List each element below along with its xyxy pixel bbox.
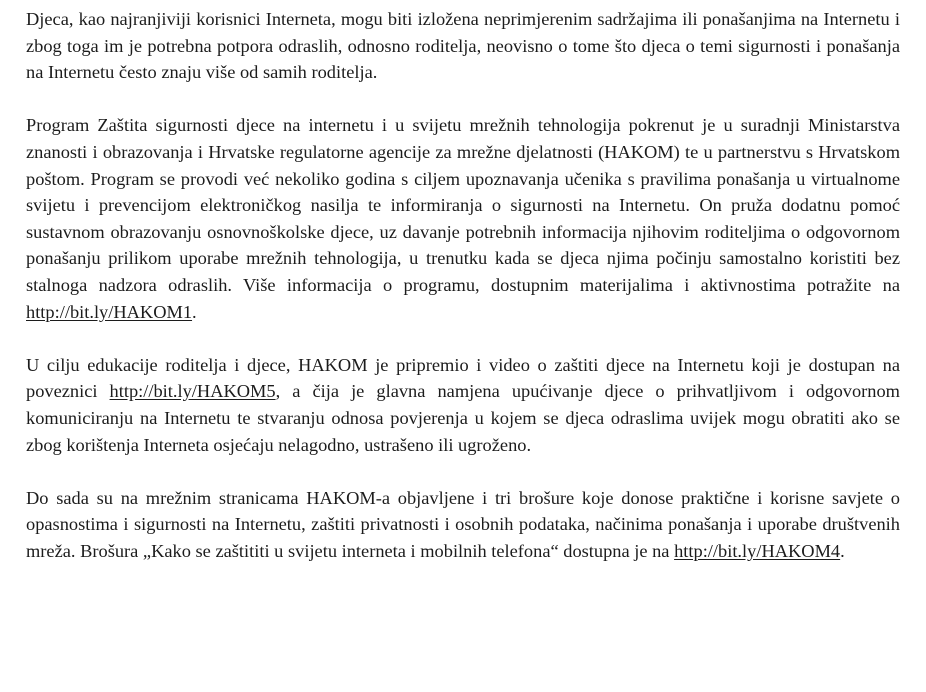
paragraph-program-end: . [192, 301, 197, 322]
paragraph-brochures [26, 485, 900, 565]
hakom1-link[interactable]: http://bit.ly/HAKOM1 [26, 301, 193, 322]
paragraph-video [26, 352, 900, 458]
hakom4-link[interactable]: http://bit.ly/HAKOM4 [674, 540, 841, 561]
paragraph-video-end: , a čija je glavna namjena upućivanje djece o prihvatljivom i odgovornom komuniciranju na Internetu te stvaranju odnosa povjerenja u kojem se djeca odraslima uvijek mogu obratiti ako se zbog korištenja Interneta osjećaju nelagodno, ustrašeno ili ugroženo. [26, 381, 900, 455]
paragraph-video-text: U cilju edukacije roditelja i djece, HAKOM je pripremio i video o zaštiti djece na Internetu koji je dostupan na poveznici [26, 354, 900, 402]
paragraph-intro [26, 6, 900, 86]
document-page [26, 6, 900, 591]
paragraph-program-text: Program Zaštita sigurnosti djece na internetu i u svijetu mrežnih tehnologija pokrenut je u suradnji Ministarstva znanosti i obrazovanja i Hrvatske regulatorne agencije za mrežne djelatnosti (HAKOM) te u partnerstvu s Hrvatskom poštom. Program se provodi već nekoliko godina s ciljem upoznavanja učenika s pravilima ponašanja u virtualnome svijetu i prevencijom elektroničkog nasilja te informiranja o sigurnosti na Internetu. On pruža dodatnu pomoć sustavnom obrazovanju osnovnoškolske djece, uz davanje potrebnih informacija njihovim roditeljima o odgovornom ponašanju prilikom uporabe mrežnih tehnologija, u trenutku kada se djeca njima počinju samostalno koristiti bez stalnoga nadzora odraslih. Više informacija o programu, dostupnim materijalima i aktivnostima potražite na [26, 115, 900, 295]
paragraph-brochures-end: . [840, 540, 845, 561]
paragraph-brochures-text: Do sada su na mrežnim stranicama HAKOM-a objavljene i tri brošure koje donose praktične i korisne savjete o opasnostima i sigurnosti na Internetu, zaštiti privatnosti i osobnih podataka, načinima ponašanja i uporabe društvenih mreža. Brošura „Kako se zaštititi u svijetu interneta i mobilnih telefona“ dostupna je na [26, 487, 900, 561]
paragraph-intro-text: Djeca, kao najranjiviji korisnici Interneta, mogu biti izložena neprimjerenim sadržajima ili ponašanjima na Internetu i zbog toga im je potrebna potpora odraslih, odnosno roditelja, neovisno o tome što djeca o temi sigurnosti i ponašanja na Internetu često znaju više od samih roditelja. [26, 9, 900, 83]
paragraph-program [26, 112, 900, 325]
hakom5-link[interactable]: http://bit.ly/HAKOM5 [109, 381, 276, 402]
